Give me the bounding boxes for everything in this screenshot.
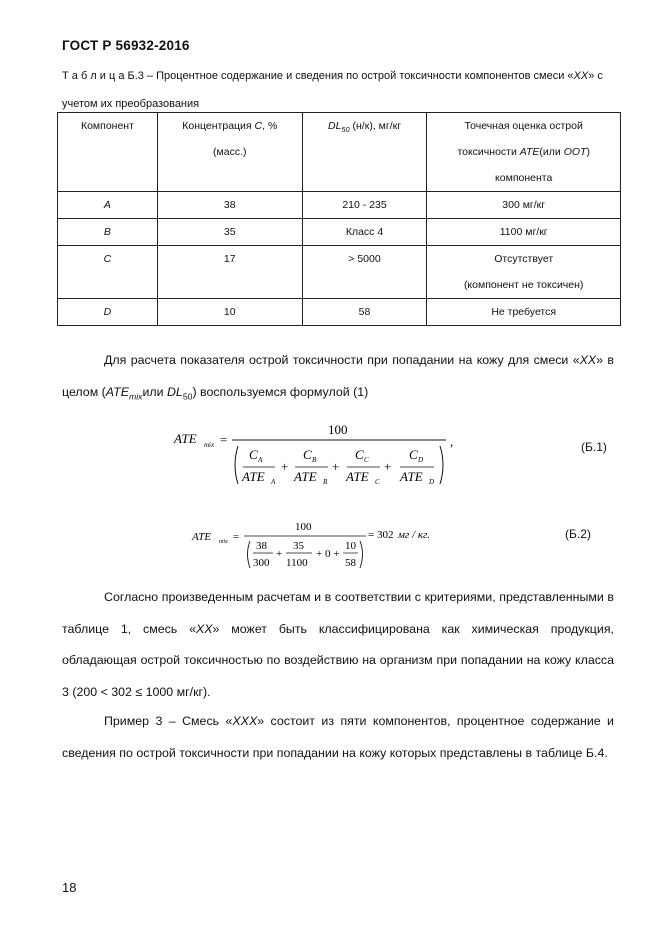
- svg-text:D: D: [418, 456, 424, 464]
- header-concentration: Концентрация C, % (масс.): [157, 113, 302, 192]
- concentration-cell: 35: [157, 219, 302, 246]
- svg-text:C: C: [303, 447, 312, 462]
- table-caption: [62, 62, 622, 118]
- document-header: ГОСТ Р 56932-2016: [62, 38, 190, 53]
- caption-mix: XX: [573, 70, 589, 82]
- svg-text:B: B: [312, 456, 317, 464]
- svg-text:+ 0 +: + 0 +: [316, 548, 340, 560]
- paragraph-classification: Согласно произведенным расчетам и в соответствии с критериями, представленными в таблице 1, смесь «XX» может быть классифицирована как химическая продукция, обладающая острой токсичностью по воздействию на организм при попадании на кожу класса 3 (200 < 302 ≤ 1000 мг/кг).: [62, 590, 614, 699]
- svg-text:100: 100: [328, 422, 348, 437]
- component-cell: D: [103, 306, 112, 318]
- concentration-cell: 38: [157, 192, 302, 219]
- svg-text:300: 300: [253, 557, 270, 569]
- svg-text:A: A: [258, 456, 263, 464]
- table-row: [58, 192, 621, 219]
- svg-text:38: 38: [256, 540, 267, 552]
- header-ate: Точечная оценка острой токсичности ATE(или OOT) компонента: [427, 113, 621, 192]
- svg-text:+: +: [281, 459, 289, 474]
- dl50-cell: 58: [302, 299, 427, 326]
- dl50-cell: > 5000: [302, 246, 427, 299]
- svg-text:B: B: [323, 478, 328, 486]
- svg-text:ATE: ATE: [294, 469, 317, 484]
- svg-text:mix: mix: [204, 441, 215, 449]
- svg-text:=: =: [233, 531, 240, 543]
- header-dl50: $DL_{50}$ (н/к), мг/кг: [302, 113, 427, 192]
- table-row: [58, 299, 621, 326]
- concentration-cell: 10: [157, 299, 302, 326]
- formula-b2: [190, 516, 460, 576]
- caption-text-end: » с учетом их преобразования: [62, 70, 603, 110]
- table-row: [58, 246, 621, 299]
- equation-number-b1: (Б.1): [581, 440, 607, 454]
- caption-text: – Процентное содержание и сведения по острой токсичности компонентов смеси «: [143, 70, 574, 82]
- dl50-cell: 210 - 235: [302, 192, 427, 219]
- dl50-cell: Класс 4: [302, 219, 427, 246]
- svg-text:,: ,: [450, 434, 454, 449]
- svg-text:+: +: [332, 459, 340, 474]
- svg-text:35: 35: [293, 540, 304, 552]
- svg-text:C: C: [375, 478, 380, 486]
- svg-text:C: C: [364, 456, 369, 464]
- page-number: 18: [62, 880, 77, 895]
- svg-text:C: C: [249, 447, 258, 462]
- svg-text:=: =: [220, 432, 228, 447]
- ate-cell: 300 мг/кг: [427, 192, 621, 219]
- svg-text:C: C: [409, 447, 418, 462]
- svg-text:C: C: [355, 447, 364, 462]
- svg-text:+: +: [384, 459, 392, 474]
- svg-text:mix: mix: [219, 539, 228, 545]
- table-row: [58, 219, 621, 246]
- equation-number-b2: (Б.2): [565, 527, 591, 541]
- svg-text:+: +: [276, 548, 283, 560]
- svg-text:D: D: [429, 478, 435, 486]
- paragraph-example-3: Пример 3 – Смесь «XXX» состоит из пяти компонентов, процентное содержание и сведения по острой токсичности при попадании на кожу которых представлены в таблице Б.4.: [62, 714, 614, 760]
- svg-text:10: 10: [345, 540, 356, 552]
- concentration-cell: 17: [157, 246, 302, 299]
- caption-label: Т а б л и ц а Б.3: [62, 70, 144, 82]
- svg-text:мг / кг.: мг / кг.: [398, 529, 430, 541]
- svg-text:ATE: ATE: [346, 469, 369, 484]
- svg-text:ATE: ATE: [400, 469, 423, 484]
- svg-text:58: 58: [345, 557, 356, 569]
- paragraph-formula-intro: Для расчета показателя острой токсичности при попадании на кожу для смеси «XX» в целом ($ATE_{mix}или$ $DL_{50}$) воспользуемся формулой (1): [62, 353, 614, 401]
- svg-text:ATE: ATE: [242, 469, 265, 484]
- component-cell: C: [103, 253, 112, 265]
- ate-cell: Отсутствует (компонент не токсичен): [427, 246, 621, 299]
- svg-text:A: A: [271, 478, 276, 486]
- svg-text:ATE: ATE: [174, 431, 197, 446]
- formula-b1: [170, 418, 460, 493]
- svg-text:= 302: = 302: [368, 529, 394, 541]
- toxicity-table: [57, 112, 621, 326]
- ate-cell: 1100 мг/кг: [427, 219, 621, 246]
- table-header-row: [58, 113, 621, 192]
- svg-text:ATE: ATE: [192, 531, 212, 543]
- header-component: Компонент: [58, 113, 158, 192]
- component-cell: B: [103, 226, 111, 238]
- component-cell: A: [103, 199, 111, 211]
- ate-cell: Не требуется: [427, 299, 621, 326]
- svg-text:100: 100: [295, 521, 312, 533]
- svg-text:1100: 1100: [286, 557, 308, 569]
